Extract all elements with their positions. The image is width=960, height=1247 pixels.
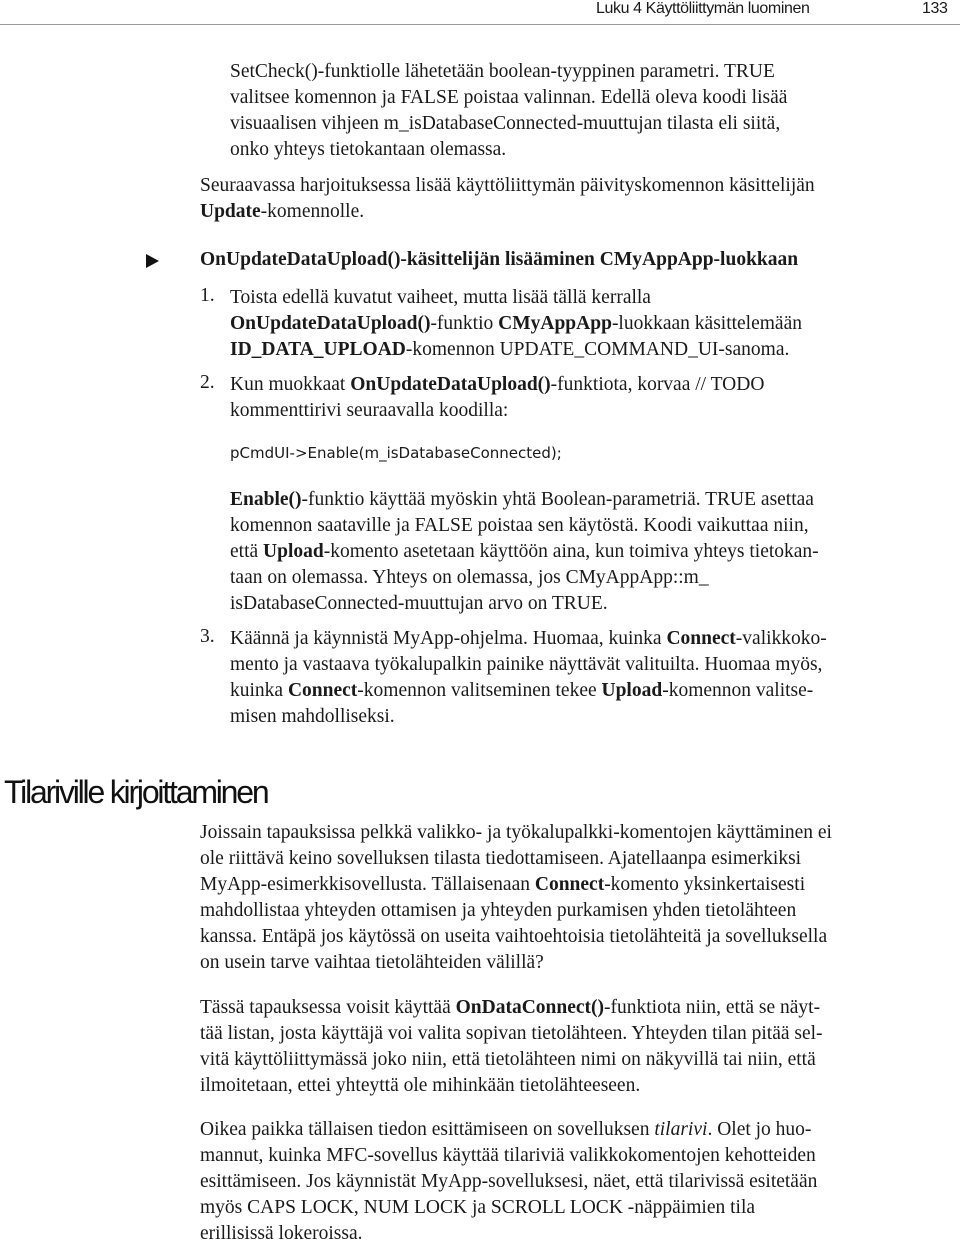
step-1-text — [230, 285, 802, 363]
text-line — [230, 311, 802, 337]
text-line — [230, 626, 827, 652]
text-span: -funktiota, korvaa // TODO — [550, 374, 765, 395]
intro-paragraph-2 — [200, 173, 815, 225]
text-line: esittämiseen. Jos käynnistät MyApp-sovelluksesi, näet, että tilarivissä esitetään — [200, 1171, 818, 1192]
procedure-arrow-icon — [146, 254, 159, 268]
text-line: isDatabaseConnected-muuttujan arvo on TRUE. — [230, 593, 608, 614]
step-number: 3. — [200, 626, 215, 647]
procedure-heading: OnUpdateDataUpload()-käsittelijän lisääminen CMyAppApp-luokkaan — [200, 249, 799, 270]
text-line — [230, 539, 819, 565]
function-name: OnDataConnect() — [455, 997, 605, 1018]
text-span: -komento yksinkertaisesti — [604, 874, 806, 895]
text-line: kommenttirivi seuraavalla koodilla: — [230, 400, 509, 421]
emphasized-term: tilarivi — [654, 1119, 708, 1140]
text-line: komennon saataville ja FALSE poistaa sen käytöstä. Koodi vaikuttaa niin, — [230, 515, 809, 536]
text-span: -komennolle. — [260, 201, 365, 222]
text-span: -valikkoko- — [735, 628, 827, 649]
text-span: -komennon valitseminen tekee — [357, 680, 602, 701]
text-line: on usein tarve vaihtaa tietolähteiden välillä? — [200, 952, 544, 973]
command-id: ID_DATA_UPLOAD — [230, 339, 406, 360]
running-head — [0, 0, 960, 30]
command-name: Upload — [601, 680, 663, 701]
text-line — [230, 487, 819, 513]
text-line: vitä käyttöliittymässä joko niin, että tietolähteen nimi on näkyvillä tai niin, että — [200, 1049, 816, 1070]
function-name: OnUpdateDataUpload() — [350, 374, 551, 395]
command-name: Connect — [666, 628, 736, 649]
section-heading: Tilariville kirjoittaminen — [4, 774, 268, 810]
text-span: -funktiota niin, että se näyt- — [604, 997, 821, 1018]
text-line — [200, 995, 823, 1021]
text-line: mento ja vastaava työkalupalkin painike näyttävät valituilta. Huomaa myös, — [230, 654, 823, 675]
text-line — [200, 1117, 817, 1143]
text-span: kuinka — [230, 680, 288, 701]
function-name: Enable() — [230, 489, 302, 510]
text-line: Seuraavassa harjoituksessa lisää käyttöliittymän päivityskomennon käsittelijän — [200, 175, 815, 196]
command-name: Connect — [287, 680, 358, 701]
text-span: että — [230, 541, 264, 562]
text-span: Kun muokkaat — [230, 374, 351, 395]
text-line — [230, 337, 802, 363]
text-line: misen mahdolliseksi. — [230, 706, 395, 727]
step-number: 2. — [200, 372, 215, 393]
header-rule — [0, 24, 960, 25]
text-span: Käännä ja käynnistä MyApp-ohjelma. Huomaa, kuinka — [230, 628, 667, 649]
text-line — [230, 678, 827, 704]
text-line: erillisissä lokeroissa. — [200, 1223, 363, 1244]
chapter-title: Luku 4 Käyttöliittymän luominen — [596, 0, 810, 17]
step-2-text — [230, 372, 764, 424]
text-line: taan on olemassa. Yhteys on olemassa, jos CMyAppApp::m_ — [230, 567, 709, 588]
intro-paragraph-1 — [230, 59, 787, 163]
text-line: mannut, kuinka MFC-sovellus käyttää tilariviä valikkokomentojen kehotteiden — [200, 1145, 816, 1166]
text-line: onko yhteys tietokantaan olemassa. — [230, 139, 507, 160]
text-line: kanssa. Entäpä jos käytössä on useita vaihtoehtoisia tietolähteitä ja sovelluksella — [200, 926, 828, 947]
text-line: ole riittävä keino sovelluksen tilasta tiedottamiseen. Ajatellaanpa esimerkiksi — [200, 848, 802, 869]
text-span: Tässä tapauksessa voisit käyttää — [200, 997, 456, 1018]
step-number: 1. — [200, 285, 215, 306]
section-paragraph-2 — [200, 995, 823, 1099]
text-line: Toista edellä kuvatut vaiheet, mutta lisää tällä kerralla — [230, 287, 651, 308]
text-span: -komennon UPDATE_COMMAND_UI-sanoma. — [405, 339, 790, 360]
text-span: Oikea paikka tällaisen tiedon esittämiseen on sovelluksen — [200, 1119, 655, 1140]
text-span: -komennon valitse- — [662, 680, 814, 701]
text-span: -funktio — [430, 313, 499, 334]
text-line: Joissain tapauksissa pelkkä valikko- ja työkalupalkki-komentojen käyttäminen ei — [200, 822, 832, 843]
text-line — [200, 199, 815, 225]
step-3-text — [230, 626, 827, 730]
class-name: CMyAppApp — [498, 313, 612, 334]
step-2-explanation — [230, 487, 819, 617]
text-span: . Olet jo huo- — [707, 1119, 812, 1140]
text-line — [200, 872, 832, 898]
text-span: MyApp-esimerkkisovellusta. Tällaisenaan — [200, 874, 535, 895]
text-line — [230, 372, 764, 398]
text-span: -funktio käyttää myöskin yhtä Boolean-parametriä. TRUE asettaa — [301, 489, 814, 510]
text-span: -luokkaan käsittelemään — [611, 313, 802, 334]
text-line: SetCheck()-funktiolle lähetetään boolean-tyyppinen parametri. TRUE — [230, 61, 775, 82]
command-name: Upload — [263, 541, 324, 562]
command-name: Update — [200, 201, 261, 222]
code-line: pCmdUI->Enable(m_isDatabaseConnected); — [230, 444, 562, 462]
text-line: tää listan, josta käyttäjä voi valita sopivan tietolähteen. Yhteyden tilan pitää sel- — [200, 1023, 823, 1044]
text-line: visuaalisen vihjeen m_isDatabaseConnected-muuttujan tilasta eli siitä, — [230, 113, 781, 134]
text-line: mahdollistaa yhteyden ottamisen ja yhteyden purkamisen yhden tietolähteen — [200, 900, 797, 921]
section-paragraph-1 — [200, 820, 832, 976]
text-line: myös CAPS LOCK, NUM LOCK ja SCROLL LOCK -näppäimien tila — [200, 1197, 756, 1218]
section-paragraph-3 — [200, 1117, 817, 1247]
text-line: valitsee komennon ja FALSE poistaa valinnan. Edellä oleva koodi lisää — [230, 87, 788, 108]
function-name: OnUpdateDataUpload() — [230, 313, 431, 334]
text-line: ilmoitetaan, ettei yhteyttä ole mihinkään tietolähteeseen. — [200, 1075, 641, 1096]
command-name: Connect — [534, 874, 605, 895]
page-number: 133 — [922, 0, 948, 17]
text-span: -komento asetetaan käyttöön aina, kun toimiva yhteys tietokan- — [323, 541, 819, 562]
